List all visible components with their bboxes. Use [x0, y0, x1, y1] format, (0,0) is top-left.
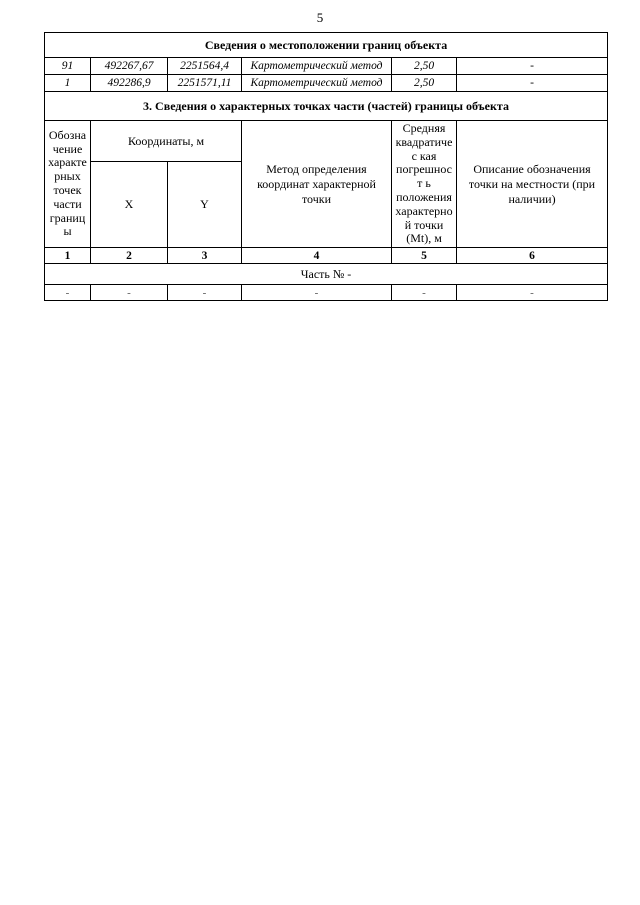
- coord-y: 2251564,4: [168, 58, 242, 75]
- mt-error: 2,50: [392, 58, 457, 75]
- empty-cell: -: [45, 285, 91, 301]
- boundary-point-row: [45, 75, 608, 92]
- empty-cell: -: [392, 285, 457, 301]
- header-method: Метод определения координат характерной точки: [242, 121, 392, 248]
- point-description: -: [457, 75, 608, 92]
- page-number: 5: [316, 10, 324, 25]
- header-mt: Средняя квадратичес кая погрешност ь положения характерной точки (Mt), м: [392, 121, 457, 248]
- col-num: 2: [91, 248, 168, 264]
- empty-data-row: [45, 285, 608, 301]
- boundaries-table-title: Сведения о местоположении границ объекта: [45, 33, 608, 58]
- header-description: Описание обозначения точки на местности (при наличии): [457, 121, 608, 248]
- header-row-top: [45, 121, 608, 162]
- part-row: [45, 264, 608, 285]
- point-id: 91: [45, 58, 91, 75]
- header-x: X: [91, 162, 168, 248]
- mt-error: 2,50: [392, 75, 457, 92]
- section3-title: 3. Сведения о характерных точках части (частей) границы объекта: [45, 92, 608, 121]
- coord-x: 492286,9: [91, 75, 168, 92]
- empty-cell: -: [168, 285, 242, 301]
- col-num: 4: [242, 248, 392, 264]
- coord-y: 2251571,11: [168, 75, 242, 92]
- empty-cell: -: [91, 285, 168, 301]
- section3-title-row: [45, 92, 608, 121]
- point-description: -: [457, 58, 608, 75]
- empty-cell: -: [457, 285, 608, 301]
- boundaries-title-row: [45, 33, 608, 58]
- col-num: 3: [168, 248, 242, 264]
- col-num: 1: [45, 248, 91, 264]
- point-id: 1: [45, 75, 91, 92]
- col-num: 6: [457, 248, 608, 264]
- boundary-point-row: [45, 58, 608, 75]
- method: Картометрический метод: [242, 58, 392, 75]
- method: Картометрический метод: [242, 75, 392, 92]
- header-point-designation: Обозначение характерных точек части границы: [45, 121, 91, 248]
- col-num: 5: [392, 248, 457, 264]
- coord-x: 492267,67: [91, 58, 168, 75]
- header-y: Y: [168, 162, 242, 248]
- part-number-label: Часть № -: [45, 264, 608, 285]
- header-coordinates: Координаты, м: [91, 121, 242, 162]
- column-numbers-row: [45, 248, 608, 264]
- empty-cell: -: [242, 285, 392, 301]
- cadastral-table: [44, 32, 608, 301]
